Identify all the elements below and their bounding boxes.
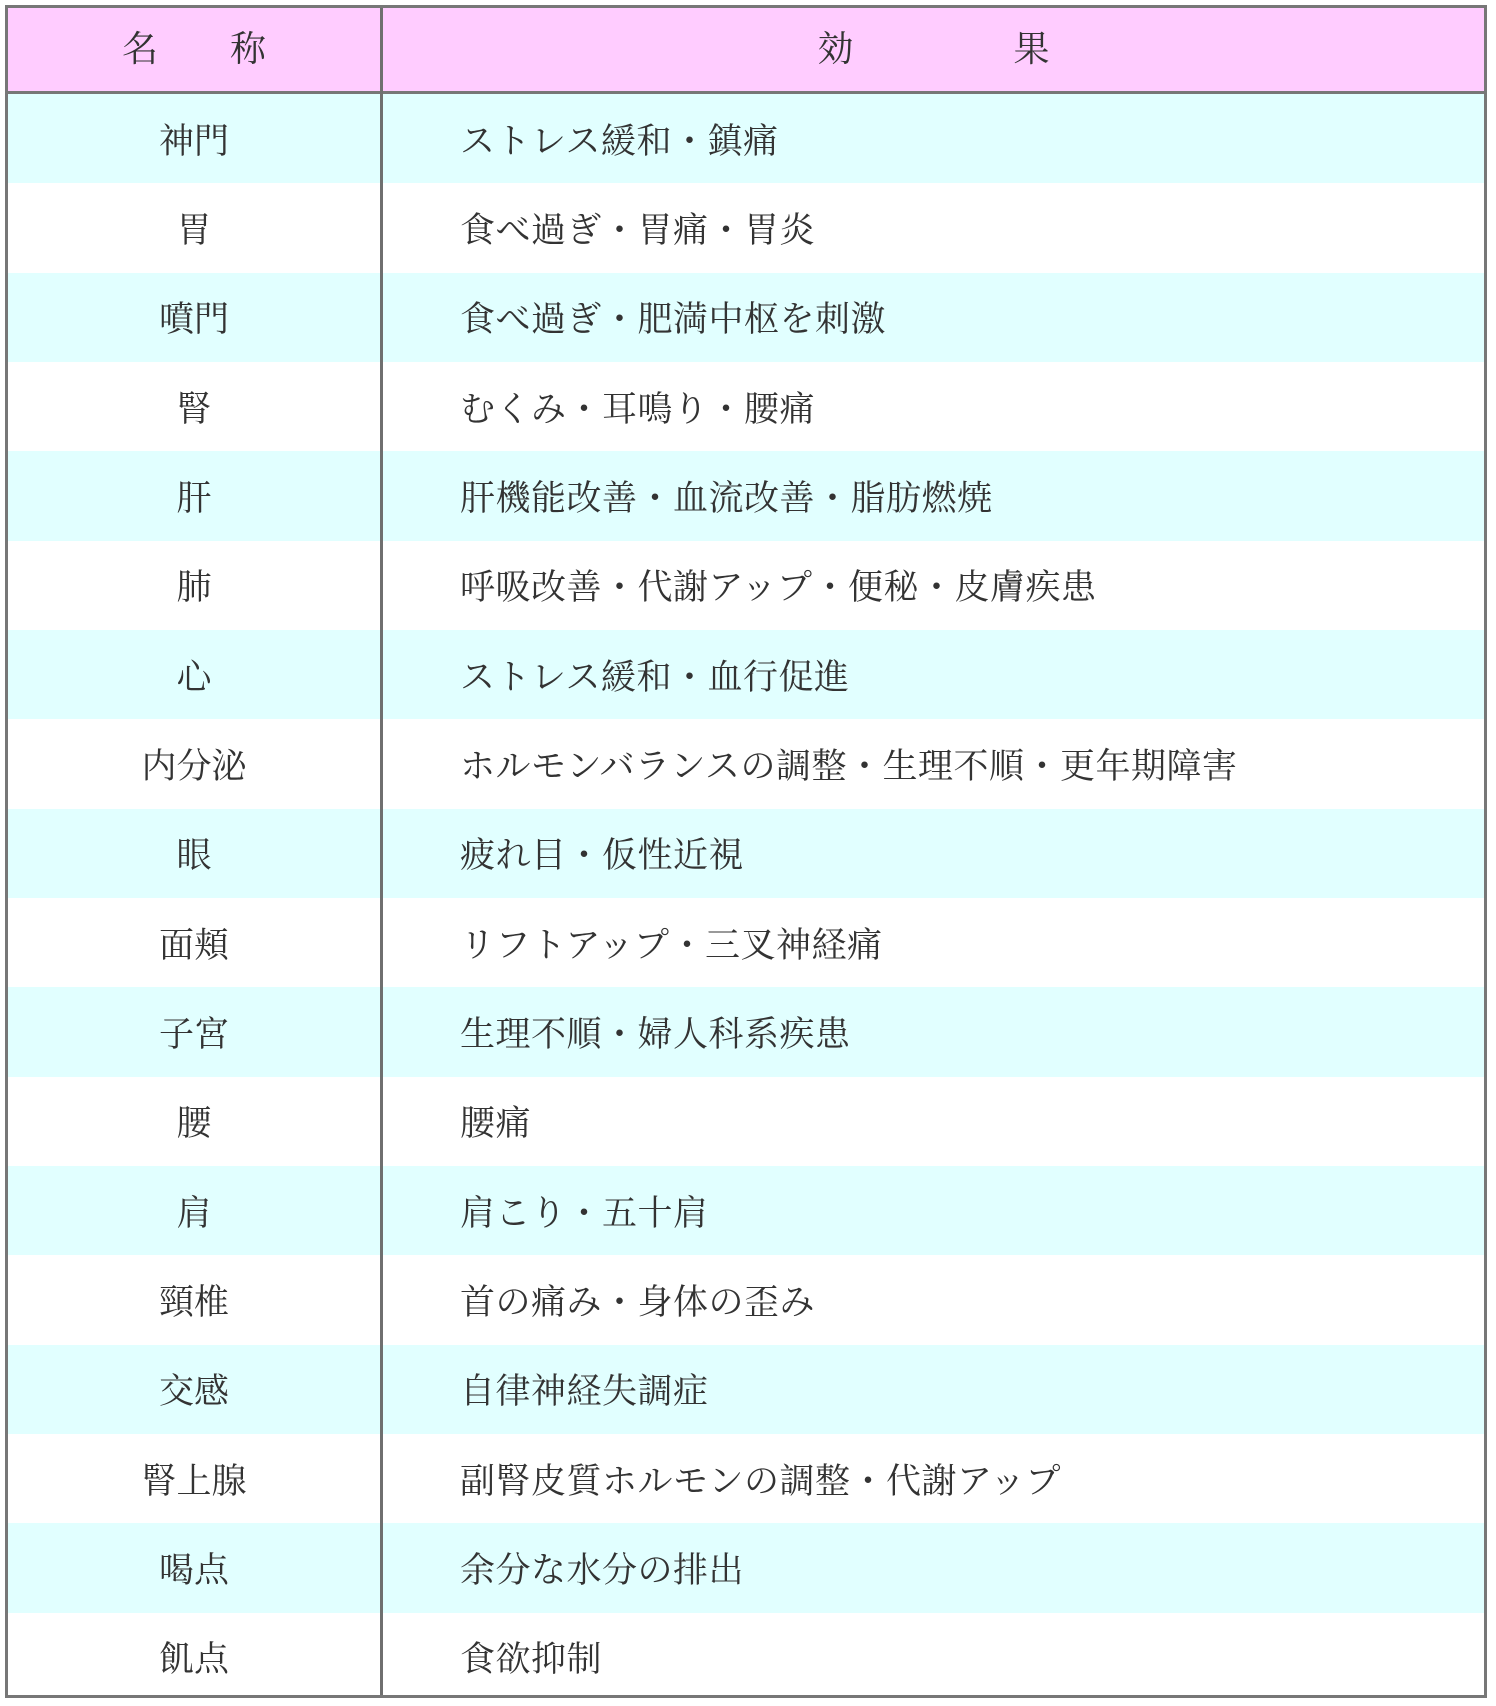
table-row: [8, 809, 1484, 898]
cell-effect: 生理不順・婦人科系疾患: [460, 1014, 851, 1055]
table-row: [8, 94, 1484, 183]
cell-effect: 呼吸改善・代謝アップ・便秘・皮膚疾患: [460, 568, 1097, 609]
cell-effect: 肝機能改善・血流改善・脂肪燃焼: [460, 478, 993, 519]
table-body: [8, 94, 1484, 1695]
cell-name: 飢点: [158, 1640, 229, 1681]
table-row: [8, 541, 1484, 630]
cell-name: 腎: [176, 389, 212, 430]
cell-effect: 首の痛み・身体の歪み: [460, 1282, 816, 1323]
table-row: [8, 898, 1484, 987]
cell-name: 噴門: [158, 300, 229, 341]
table-row: [8, 1434, 1484, 1523]
cell-effect: 食べ過ぎ・胃痛・胃炎: [460, 210, 816, 251]
cell-effect: 副腎皮質ホルモンの調整・代謝アップ: [460, 1461, 1062, 1502]
table-header: [8, 8, 1484, 94]
table-row: [8, 719, 1484, 808]
table-row: [8, 1613, 1484, 1698]
cell-name: 肺: [176, 568, 212, 609]
table-row: [8, 1166, 1484, 1255]
cell-name: 肩: [176, 1193, 212, 1234]
cell-effect: 余分な水分の排出: [460, 1550, 745, 1591]
cell-name: 内分泌: [141, 746, 247, 787]
table-row: [8, 1255, 1484, 1344]
cell-name: 喝点: [158, 1550, 229, 1591]
header-name: 名称: [121, 29, 338, 70]
cell-name: 胃: [176, 210, 212, 251]
cell-effect: むくみ・耳鳴り・腰痛: [460, 389, 816, 430]
cell-effect: 自律神経失調症: [460, 1372, 709, 1413]
cell-effect: 食欲抑制: [460, 1640, 603, 1681]
table-row: [8, 1345, 1484, 1434]
cell-name: 腰: [176, 1104, 212, 1145]
table-row: [8, 1077, 1484, 1166]
cell-name: 肝: [176, 478, 212, 519]
table-row: [8, 1523, 1484, 1612]
cell-effect: リフトアップ・三叉神経痛: [460, 925, 883, 966]
cell-name: 面頬: [158, 925, 229, 966]
table-row: [8, 273, 1484, 362]
cell-effect: ストレス緩和・血行促進: [460, 657, 850, 698]
cell-effect: 肩こり・五十肩: [460, 1193, 709, 1234]
cell-effect: 疲れ目・仮性近視: [460, 836, 745, 877]
cell-name: 神門: [158, 121, 229, 162]
cell-name: 眼: [176, 836, 212, 877]
table-row: [8, 451, 1484, 540]
cell-name: 腎上腺: [141, 1461, 247, 1502]
cell-effect: ホルモンバランスの調整・生理不順・更年期障害: [460, 746, 1238, 787]
table-row: [8, 630, 1484, 719]
cell-name: 子宮: [158, 1014, 229, 1055]
cell-name: 心: [176, 657, 212, 698]
cell-effect: 腰痛: [460, 1104, 532, 1145]
header-effect: 効果: [817, 29, 1210, 70]
acupoint-table: [5, 5, 1487, 1698]
cell-name: 交感: [158, 1372, 229, 1413]
table-row: [8, 362, 1484, 451]
cell-effect: 食べ過ぎ・肥満中枢を刺激: [460, 300, 887, 341]
cell-name: 頸椎: [158, 1282, 229, 1323]
column-divider: [380, 8, 383, 1695]
table-row: [8, 183, 1484, 272]
cell-effect: ストレス緩和・鎮痛: [460, 121, 779, 162]
table-row: [8, 987, 1484, 1076]
